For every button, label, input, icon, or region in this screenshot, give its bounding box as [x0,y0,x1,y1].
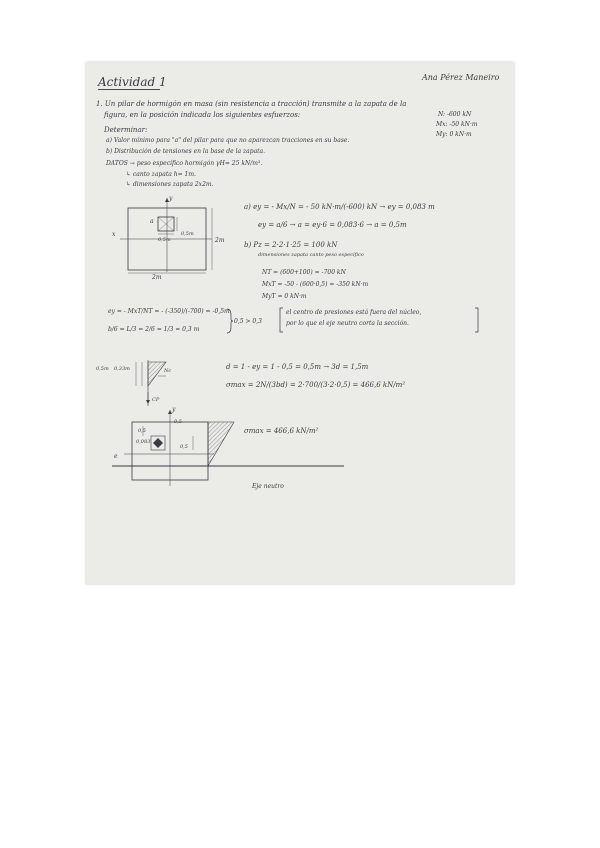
item-a: a) Valor mínimo para "a" del pilar para que no aparezcan tracciones en su base. [106,137,350,144]
eccentricity-compare: 0,5 > 0,3 [234,318,262,325]
pressure-center-icon [153,438,163,448]
fig3-dim-top: 0,5 [174,419,182,425]
fig2-dim-2: 0,33m [114,366,130,372]
eccentricity-ey: ey = - MxT/NT = - (-350)/(-700) = -0,5m [108,308,230,315]
fig1-axis-y: y [169,195,173,202]
stress-block [208,422,234,466]
load-my: My: 0 kN·m [436,131,472,138]
canto-line: ↳ canto zapata h= 1m. [126,171,196,178]
statement-line-1: 1. Un pilar de hormigón en masa (sin resistencia a tracción) transmite a la zapata de la [96,100,407,108]
fig1-dim-05-right: 0,5m [181,231,194,237]
determinar-label: Determinar: [104,126,148,134]
statement-line-2: figura, en la posición indicada los siguientes esfuerzos: [104,111,301,119]
load-n: N: -600 kN [438,111,472,118]
stress-d-eq: d = 1 - ey = 1 - 0,5 = 0,5m → 3d = 1,5m [226,363,369,371]
fig1-axis-x: x [112,231,116,238]
fig2-label-nc: Nc [164,368,172,374]
eccentricity-note-2: por lo que el eje neutro corta la sección. [286,320,409,327]
part-b-nt: NT = (600+100) = -700 kN [262,269,346,276]
fig1-dim-05-left: 0,5m [158,237,171,243]
item-b: b) Distribución de tensiones en la base de la zapata. [106,148,266,155]
load-mx: Mx: -50 kN·m [436,121,478,128]
title-underline [98,89,160,90]
fig3-label-e: e [114,453,118,460]
stress-sigma-eq: σmax = 2N/(3bd) = 2·700/(3·2·0,5) = 466,6 kN/m² [226,381,406,389]
stress-sigma-result: σmax = 466,6 kN/m² [244,427,319,435]
fig1-dim-2m-side: 2m [215,237,225,244]
eccentricity-note-1: el centro de presiones está fuera del núcleo, [286,309,422,316]
part-b-mxt: MxT = -50 - (600·0,5) = -350 kN·m [262,281,369,288]
notebook-page [86,62,514,584]
footing-plan-figure [116,196,228,274]
fig3-dim-left: 0,5 [138,428,146,434]
part-b-pz: b) Pz = 2·2·1·25 = 100 kN [244,241,338,249]
fig3-dim-right: 0,5 [180,444,188,450]
bracket-icon [279,307,479,333]
fig1-a-label: a [150,218,154,225]
fig2-dim-1: 0,5m [96,366,109,372]
fig3-axis-y: y [172,406,176,413]
neutral-axis-label: Eje neutro [252,483,284,490]
neutral-axis-figure [110,408,350,488]
fig3-dim-small: 0,083 [136,439,151,445]
fig2-label-cp: CP [152,397,160,403]
part-a-eq1: a) ey = - Mx/N = - 50 kN·m/(-600) kN → ey = 0,083 m [244,203,435,211]
fig1-dim-2m-bottom: 2m [152,274,162,281]
page-title: Actividad 1 [98,75,167,89]
author-name: Ana Pérez Maneiro [422,73,500,82]
part-b-pz-note: dimensiones zapata canto peso específico [258,252,364,258]
dimensiones-line: ↳ dimensiones zapata 2x2m. [126,181,214,188]
brace-icon [226,308,234,334]
datos-line: DATOS → peso específico hormigón γH= 25 kN/m³. [106,160,263,167]
eccentricity-ratio: b/6 = L/3 = 2/6 = 1/3 = 0,3 m [108,326,200,333]
part-a-eq2: ey = a/6 → a = ey·6 = 0,083·6 → a = 0,5m [258,221,407,229]
part-b-myt: MyT = 0 kN·m [262,293,307,300]
